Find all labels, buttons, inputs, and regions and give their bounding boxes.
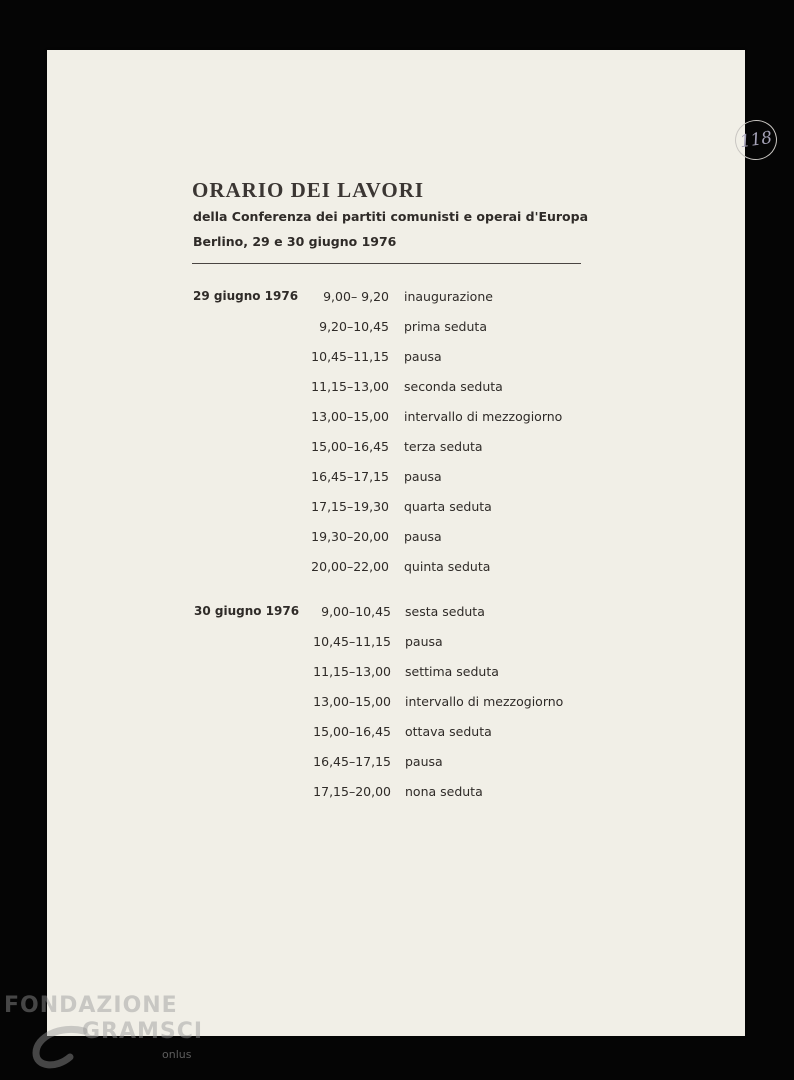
watermark-line-3: onlus (162, 1048, 192, 1061)
document-title: ORARIO DEI LAVORI (192, 178, 425, 202)
document-subtitle: della Conferenza dei partiti comunisti e operai d'Europa (193, 209, 589, 224)
session-activity: terza seduta (404, 439, 483, 454)
session-activity: quarta seduta (404, 499, 492, 514)
title-divider (192, 263, 581, 264)
session-activity: pausa (404, 469, 442, 484)
session-time: 17,15–20,00 (313, 784, 391, 799)
fondazione-gramsci-watermark (4, 993, 204, 1073)
watermark-line-1: FONDAZIONE (4, 993, 178, 1018)
session-activity: quinta seduta (404, 559, 491, 574)
session-time: 16,45–17,15 (311, 469, 389, 484)
session-time: 16,45–17,15 (313, 754, 391, 769)
session-time: 10,45–11,15 (311, 349, 389, 364)
watermark-line-2: GRAMSCI (82, 1019, 204, 1044)
session-time: 11,15–13,00 (311, 379, 389, 394)
session-time: 9,20–10,45 (319, 319, 389, 334)
session-time: 10,45–11,15 (313, 634, 391, 649)
session-activity: intervallo di mezzogiorno (404, 409, 563, 424)
day-label-2: 30 giugno 1976 (194, 604, 300, 618)
session-time: 19,30–20,00 (311, 529, 389, 544)
session-time: 13,00–15,00 (313, 694, 391, 709)
session-time: 9,00–10,45 (321, 604, 391, 619)
session-time: 11,15–13,00 (313, 664, 391, 679)
document-place-date: Berlino, 29 e 30 giugno 1976 (193, 234, 397, 249)
session-activity: sesta seduta (405, 604, 485, 619)
day-label-1: 29 giugno 1976 (193, 289, 299, 303)
session-activity: nona seduta (405, 784, 483, 799)
session-time: 15,00–16,45 (313, 724, 391, 739)
session-activity: ottava seduta (405, 724, 492, 739)
session-time: 17,15–19,30 (311, 499, 389, 514)
session-activity: seconda seduta (404, 379, 503, 394)
session-activity: intervallo di mezzogiorno (405, 694, 564, 709)
session-activity: pausa (404, 529, 442, 544)
session-activity: settima seduta (405, 664, 499, 679)
session-time: 15,00–16,45 (311, 439, 389, 454)
session-time: 9,00– 9,20 (323, 289, 389, 304)
session-time: 20,00–22,00 (311, 559, 389, 574)
page-number-stamp: 118 (732, 117, 779, 162)
session-time: 13,00–15,00 (311, 409, 389, 424)
session-activity: inaugurazione (404, 289, 493, 304)
session-activity: pausa (405, 634, 443, 649)
session-activity: pausa (404, 349, 442, 364)
session-activity: prima seduta (404, 319, 487, 334)
session-activity: pausa (405, 754, 443, 769)
